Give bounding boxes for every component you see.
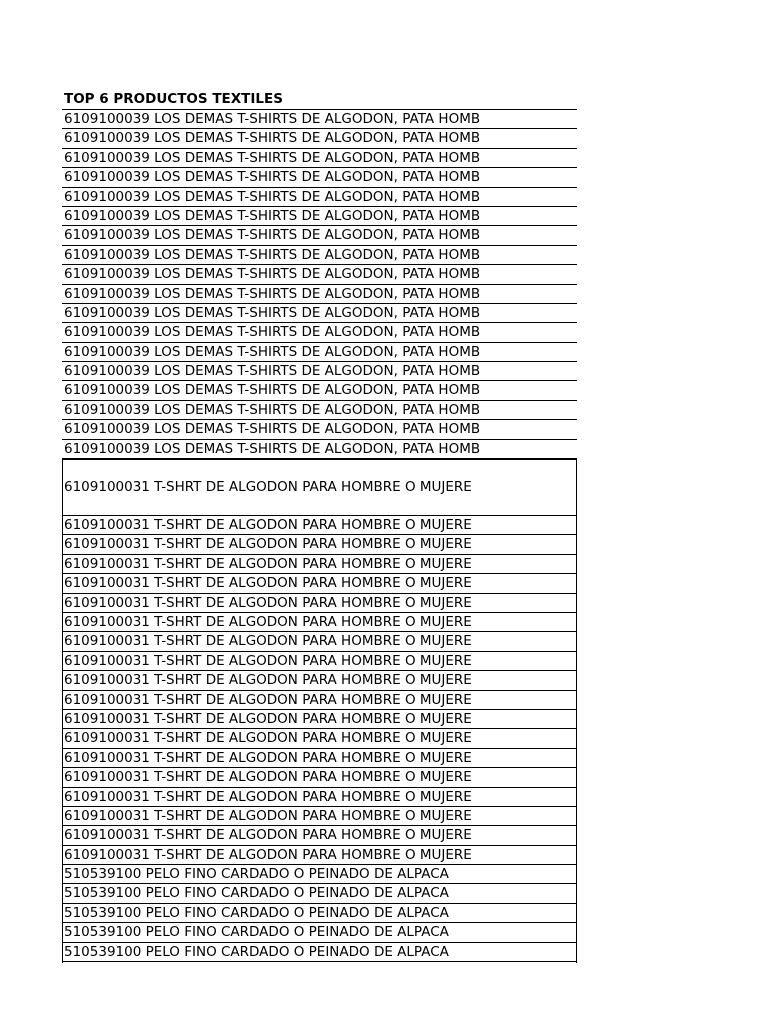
table-row: 510539100 PELO FINO CARDADO O PEINADO DE ALPACA	[63, 943, 576, 962]
table-row: 6109100031 T-SHRT DE ALGODON PARA HOMBRE O MUJERE	[63, 574, 576, 593]
table-row: 6109100039 LOS DEMAS T-SHIRTS DE ALGODON, PATA HOMB	[62, 207, 577, 226]
table-row: 510539100 PELO FINO CARDADO O PEINADO DE ALPACA	[63, 884, 576, 903]
group-c-rows	[62, 865, 577, 963]
table-row: 6109100031 T-SHRT DE ALGODON PARA HOMBRE O MUJERE	[63, 710, 576, 729]
table-row: 6109100039 LOS DEMAS T-SHIRTS DE ALGODON, PATA HOMB	[62, 304, 577, 323]
table-row: 6109100039 LOS DEMAS T-SHIRTS DE ALGODON, PATA HOMB	[62, 285, 577, 304]
table-row: 6109100039 LOS DEMAS T-SHIRTS DE ALGODON, PATA HOMB	[62, 323, 577, 342]
table-row: 510539100 PELO FINO CARDADO O PEINADO DE ALPACA	[63, 923, 576, 942]
table-row: 6109100031 T-SHRT DE ALGODON PARA HOMBRE O MUJERE	[63, 613, 576, 632]
table-row: 6109100039 LOS DEMAS T-SHIRTS DE ALGODON, PATA HOMB	[62, 401, 577, 420]
table-row: 510539100 PELO FINO CARDADO O PEINADO DE ALPACA	[63, 865, 576, 884]
table-row: 6109100039 LOS DEMAS T-SHIRTS DE ALGODON, PATA HOMB	[62, 265, 577, 284]
table-row: 6109100039 LOS DEMAS T-SHIRTS DE ALGODON, PATA HOMB	[62, 246, 577, 265]
table-row: 6109100031 T-SHRT DE ALGODON PARA HOMBRE O MUJERE	[63, 846, 576, 865]
table-row: 6109100031 T-SHRT DE ALGODON PARA HOMBRE O MUJERE	[63, 594, 576, 613]
table-row: 6109100039 LOS DEMAS T-SHIRTS DE ALGODON, PATA HOMB	[62, 110, 577, 129]
table-row: 6109100039 LOS DEMAS T-SHIRTS DE ALGODON, PATA HOMB	[62, 226, 577, 245]
table-row: 6109100031 T-SHRT DE ALGODON PARA HOMBRE O MUJERE	[63, 632, 576, 651]
table-row: 6109100031 T-SHRT DE ALGODON PARA HOMBRE O MUJERE	[63, 671, 576, 690]
group-a-rows	[62, 110, 577, 459]
table-row: 6109100039 LOS DEMAS T-SHIRTS DE ALGODON, PATA HOMB	[62, 129, 577, 148]
table-row: 6109100039 LOS DEMAS T-SHIRTS DE ALGODON, PATA HOMB	[62, 168, 577, 187]
table-row: 6109100031 T-SHRT DE ALGODON PARA HOMBRE O MUJERE	[63, 516, 576, 535]
table-row: 6109100039 LOS DEMAS T-SHIRTS DE ALGODON, PATA HOMB	[62, 188, 577, 207]
table-row: 6109100031 T-SHRT DE ALGODON PARA HOMBRE O MUJERE	[63, 555, 576, 574]
table-row: 6109100039 LOS DEMAS T-SHIRTS DE ALGODON, PATA HOMB	[62, 343, 577, 362]
table-row: 6109100031 T-SHRT DE ALGODON PARA HOMBRE O MUJERE	[63, 768, 576, 787]
table-row: 510539100 PELO FINO CARDADO O PEINADO DE ALPACA	[63, 904, 576, 923]
table-row: 6109100031 T-SHRT DE ALGODON PARA HOMBRE O MUJERE	[63, 788, 576, 807]
sheet-title: TOP 6 PRODUCTOS TEXTILES	[62, 90, 577, 110]
table-row: 6109100039 LOS DEMAS T-SHIRTS DE ALGODON, PATA HOMB	[62, 381, 577, 400]
table-row: 6109100031 T-SHRT DE ALGODON PARA HOMBRE O MUJERE	[63, 691, 576, 710]
table-row: 6109100031 T-SHRT DE ALGODON PARA HOMBRE O MUJERE	[63, 749, 576, 768]
table-row: 6109100031 T-SHRT DE ALGODON PARA HOMBRE O MUJERE	[63, 460, 576, 516]
table-row: 6109100039 LOS DEMAS T-SHIRTS DE ALGODON, PATA HOMB	[62, 420, 577, 439]
table-row: 6109100031 T-SHRT DE ALGODON PARA HOMBRE O MUJERE	[63, 652, 576, 671]
spreadsheet	[62, 90, 577, 963]
table-row: 6109100039 LOS DEMAS T-SHIRTS DE ALGODON, PATA HOMB	[62, 149, 577, 168]
table-row: 6109100031 T-SHRT DE ALGODON PARA HOMBRE O MUJERE	[63, 535, 576, 554]
table-row: 6109100031 T-SHRT DE ALGODON PARA HOMBRE O MUJERE	[63, 826, 576, 845]
table-row: 6109100039 LOS DEMAS T-SHIRTS DE ALGODON, PATA HOMB	[62, 362, 577, 381]
table-row: 6109100031 T-SHRT DE ALGODON PARA HOMBRE O MUJERE	[63, 807, 576, 826]
table-row: 6109100031 T-SHRT DE ALGODON PARA HOMBRE O MUJERE	[63, 729, 576, 748]
table-row: 6109100039 LOS DEMAS T-SHIRTS DE ALGODON, PATA HOMB	[62, 440, 577, 459]
group-b-rows	[62, 459, 577, 865]
